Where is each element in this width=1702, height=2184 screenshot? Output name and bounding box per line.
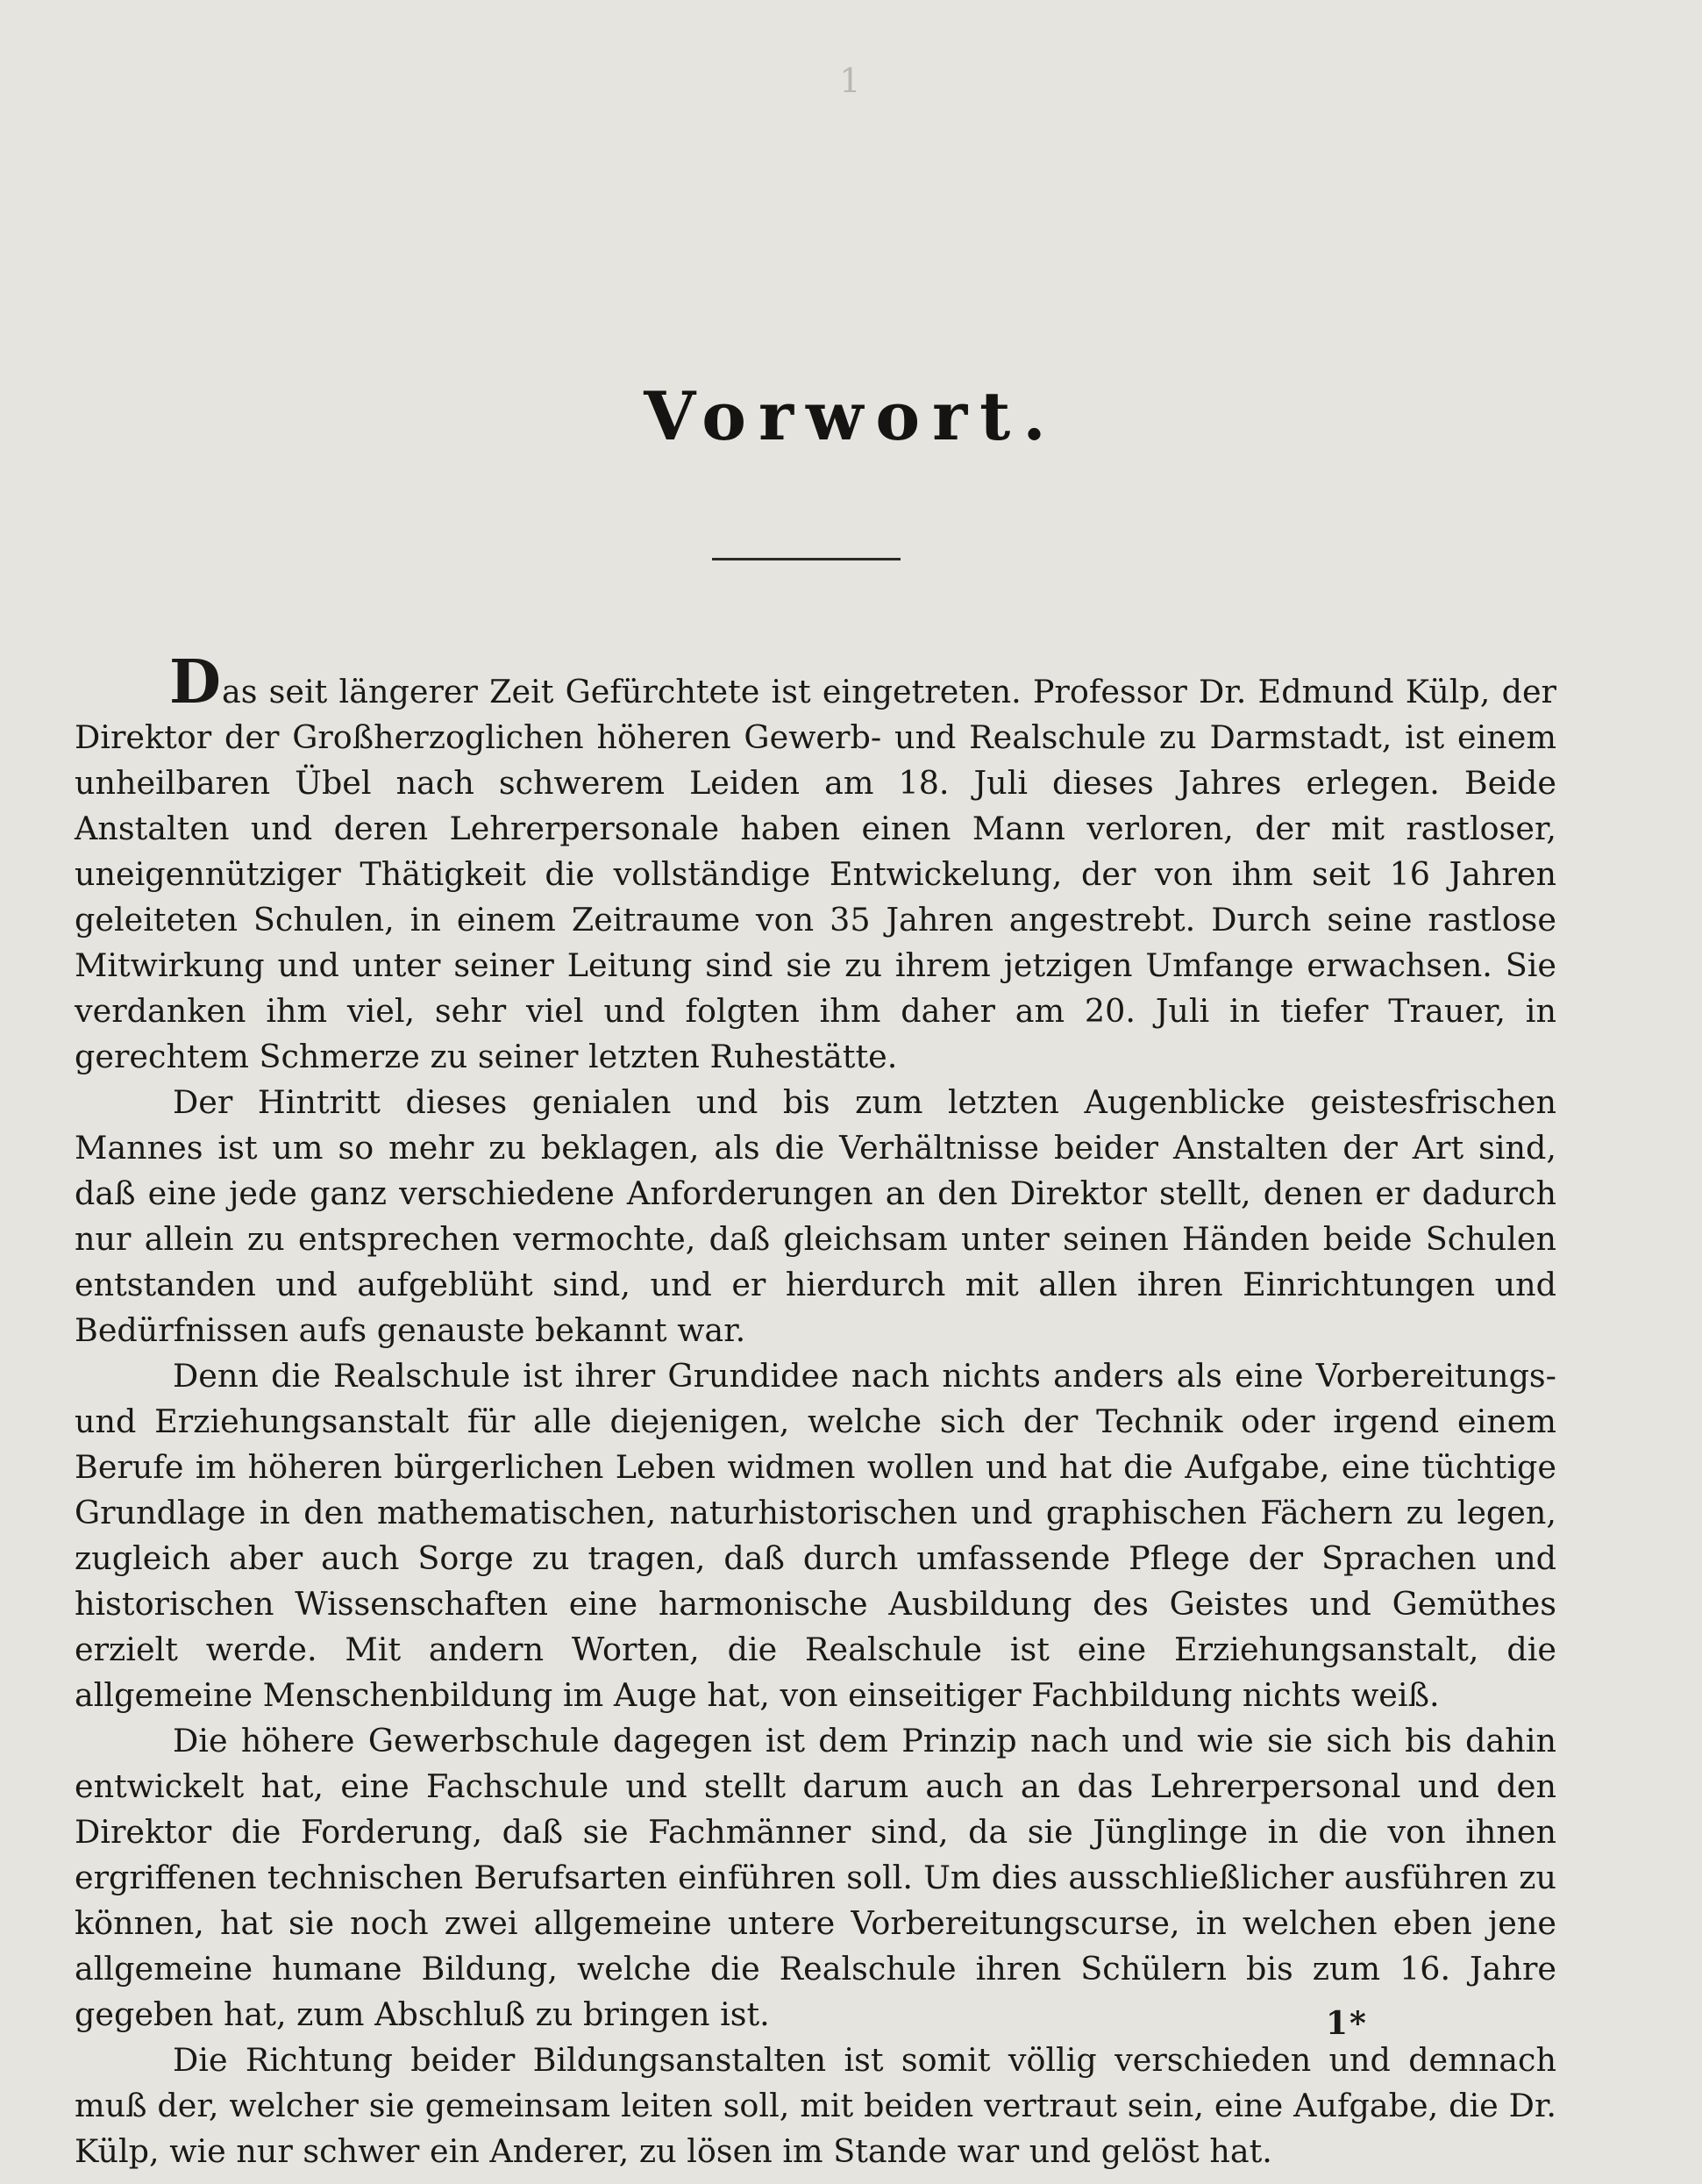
paragraph-1	[75, 647, 1556, 1080]
sheet-signature-mark: 1*	[1326, 2005, 1368, 2042]
paragraph-5: Die Richtung beider Bildungsanstalten ist somit völlig verschieden und demnach muß der, welcher sie gemeinsam leiten soll, mit beiden vertraut sein, eine Aufgabe, die Dr. Külp, wie nur schwer ein Anderer, zu lösen im Stande war und gelöst hat.	[75, 2041, 1556, 2170]
title-divider	[712, 558, 901, 560]
paragraph-1-text: as seit längerer Zeit Gefürchtete ist eingetreten. Professor Dr. Edmund Külp, der Direktor der Großherzoglichen höheren Gewerb- und Realschule zu Darmstadt, ist einem unheilbaren Übel nach schwerem Leiden am 18. Juli dieses Jahres erlegen. Beide Anstalten und deren Lehrerpersonale haben einen Mann verloren, der mit rastloser, uneigennütziger Thätigkeit die vollständige Entwickelung, der von ihm seit 16 Jahren geleiteten Schulen, in einem Zeitraume von 35 Jahren angestrebt. Durch seine rastlose Mitwirkung und unter seiner Leitung sind sie zu ihrem jetzigen Umfange erwachsen. Sie verdanken ihm viel, sehr viel und folgten ihm daher am 20. Juli in tiefer Trauer, in gerechtem Schmerze zu seiner letzten Ruhestätte.	[75, 673, 1556, 1075]
drop-cap: D	[169, 647, 221, 717]
paragraph-2: Der Hintritt dieses genialen und bis zum letzten Augenblicke geistesfrischen Mannes ist um so mehr zu beklagen, als die Verhältnisse beider Anstalten der Art sind, daß eine jede ganz verschiedene Anforderungen an den Direktor stellt, denen er dadurch nur allein zu entsprechen vermochte, daß gleichsam unter seinen Händen beide Schulen entstanden und aufgeblüht sind, und er hierdurch mit allen ihren Einrichtungen und Bedürfnissen aufs genauste bekannt war.	[75, 1083, 1556, 1349]
body-text	[75, 647, 1556, 2174]
page-title: Vorwort.	[644, 377, 1058, 455]
page-number: 1	[839, 61, 863, 100]
paragraph-3: Denn die Realschule ist ihrer Grundidee nach nichts anders als eine Vorbereitungs- und Erziehungsanstalt für alle diejenigen, welche sich der Technik oder irgend einem Berufe im höheren bürgerlichen Leben widmen wollen und hat die Aufgabe, eine tüchtige Grundlage in den mathematischen, naturhistorischen und graphischen Fächern zu legen, zugleich aber auch Sorge zu tragen, daß durch umfassende Pflege der Sprachen und historischen Wissenschaften eine harmonische Ausbildung des Geistes und Gemüthes erzielt werde. Mit andern Worten, die Realschule ist eine Erziehungsanstalt, die allgemeine Menschenbildung im Auge hat, von einseitiger Fachbildung nichts weiß.	[75, 1357, 1556, 1714]
paragraph-4: Die höhere Gewerbschule dagegen ist dem Prinzip nach und wie sie sich bis dahin entwickelt hat, eine Fachschule und stellt darum auch an das Lehrerpersonal und den Direktor die Forderung, daß sie Fachmänner sind, da sie Jünglinge in die von ihnen ergriffenen technischen Berufsarten einführen soll. Um dies ausschließlicher ausführen zu können, hat sie noch zwei allgemeine untere Vorbereitungscurse, in welchen eben jene allgemeine humane Bildung, welche die Realschule ihren Schülern bis zum 16. Jahre gegeben hat, zum Abschluß zu bringen ist.	[75, 1722, 1556, 2033]
